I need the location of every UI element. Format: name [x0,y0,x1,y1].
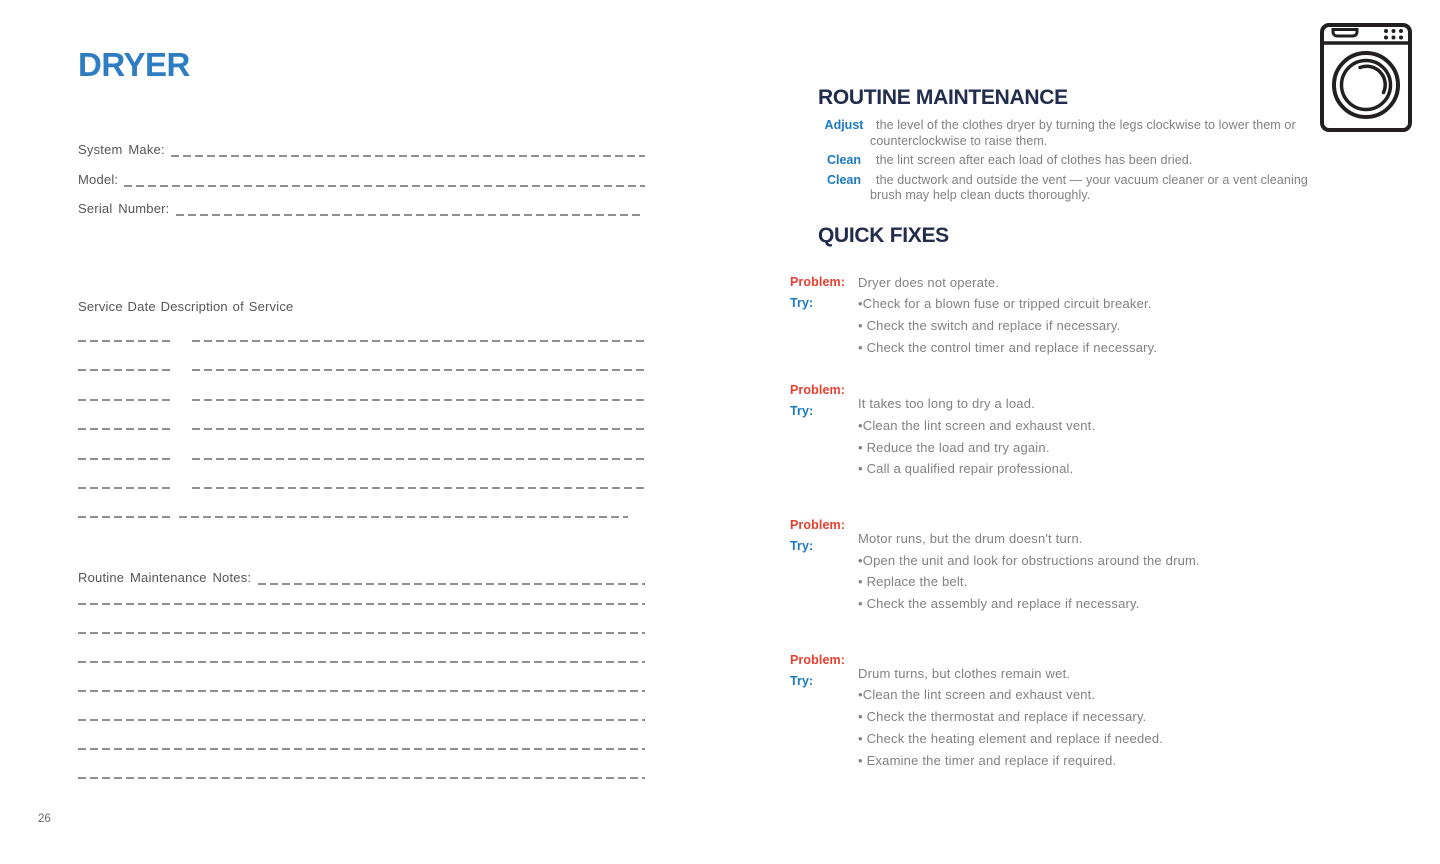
try-item: • Check the control timer and replace if necessary. [858,339,1158,355]
blank-line [78,369,170,371]
blank-line [124,185,645,187]
blank-line [78,748,645,750]
left-page [78,0,645,864]
note-line [78,603,645,632]
blank-line [192,369,645,371]
control-dots-icon [1384,29,1403,40]
service-log-row [78,369,645,398]
blank-line [78,661,645,663]
try-item: •Clean the lint screen and exhaust vent. [858,687,1096,703]
blank-line [78,777,645,779]
blank-line [176,214,641,216]
blank-line [78,458,170,460]
note-line [78,719,645,748]
blank-line [171,155,645,157]
notes-label: Routine Maintenance Notes: [78,570,252,585]
quick-fix-block [790,653,1320,774]
try-item: •Check for a blown fuse or tripped circuit breaker. [858,296,1152,312]
notes-lines [78,603,645,806]
maintenance-notes [78,569,645,806]
system-make-field [78,141,645,159]
service-log-header: Service Date Description of Service [78,299,294,314]
service-log-row [78,516,645,545]
blank-line [179,516,628,518]
blank-line [192,340,645,342]
try-item: • Check the assembly and replace if necessary. [858,596,1140,612]
model-label: Model: [78,171,119,187]
blank-line [78,603,645,605]
blank-line [78,632,645,634]
lint-tray-icon [1333,30,1357,37]
model-field [78,171,645,189]
service-log-row [78,340,645,369]
maintenance-item [818,153,1320,169]
problem-text: Dryer does not operate. [858,274,1000,290]
fix-labels [790,518,858,618]
quick-fix-block [790,383,1320,483]
problem-text: Motor runs, but the drum doesn't turn. [858,531,1083,546]
note-line [78,632,645,661]
blank-line [192,399,645,401]
problem-label: Problem: [790,652,845,667]
try-item: • Check the thermostat and replace if necessary. [858,709,1147,725]
fix-content [858,653,1320,774]
quick-fix-block [790,518,1320,618]
try-item: • Call a qualified repair professional. [858,461,1074,477]
problem-label: Problem: [790,518,845,532]
fix-content [858,275,1320,362]
try-item: • Examine the timer and replace if required. [858,752,1117,768]
blank-line [192,487,645,489]
quick-fixes-heading: QUICK FIXES [818,223,949,247]
maintenance-item [818,173,1320,204]
blank-line [78,719,645,721]
page-title: DRYER [78,46,190,83]
problem-label: Problem: [790,274,845,289]
serial-number-field [78,200,645,218]
fix-labels [790,653,858,774]
try-item: •Clean the lint screen and exhaust vent. [858,417,1096,433]
action-label: Clean [826,153,862,167]
try-label: Try: [790,673,814,688]
maintenance-item [818,118,1320,149]
page-number: 26 [38,813,51,825]
problem-text: It takes too long to dry a load. [858,396,1035,412]
try-item: • Replace the belt. [858,574,968,590]
problem-label: Problem: [790,383,845,398]
blank-line [78,487,170,489]
drum-arc-icon [1360,66,1385,92]
problem-text: Drum turns, but clothes remain wet. [858,665,1071,681]
try-label: Try: [790,404,814,419]
service-log-rows [78,340,645,546]
fix-labels [790,383,858,483]
drum-outer-icon [1334,53,1398,117]
notes-label-row [78,569,645,587]
dryer-icon [1320,23,1412,132]
blank-line [78,516,173,518]
note-line [78,777,645,806]
try-item: • Check the heating element and replace if needed. [858,730,1164,746]
service-log-row [78,428,645,457]
blank-line [78,428,170,430]
appliance-info-form [78,141,645,230]
try-item: • Reduce the load and try again. [858,439,1050,455]
try-label: Try: [790,295,814,310]
try-item: •Open the unit and look for obstructions around the drum. [858,552,1200,568]
blank-line [192,458,645,460]
service-log-row [78,399,645,428]
blank-line [78,340,170,342]
blank-line [78,399,170,401]
service-log-row [78,458,645,487]
service-log-row [78,487,645,516]
note-line [78,748,645,777]
fix-labels [790,275,858,362]
service-log [78,299,645,546]
system-make-label: System Make: [78,142,165,157]
note-line [78,690,645,719]
blank-line [78,690,645,692]
try-label: Try: [790,539,814,553]
quick-fix-block [790,275,1320,362]
note-line [78,661,645,690]
blank-line [192,428,645,430]
right-page [790,86,1320,809]
try-item: • Check the switch and replace if necessary. [858,317,1121,333]
routine-maintenance-list [818,118,1320,204]
maintenance-text: the lint screen after each load of clothes has been dried. [876,153,1193,167]
serial-number-label: Serial Number: [78,201,170,216]
fix-content [858,383,1320,483]
maintenance-text: the level of the clothes dryer by turning the legs clockwise to lower them or counterclockwise to raise them. [870,118,1296,148]
maintenance-text: the ductwork and outside the vent — your vacuum cleaner or a vent cleaning brush may help clean ducts thoroughly. [870,172,1308,202]
action-label: Adjust [824,118,864,132]
fix-content [858,518,1320,618]
blank-line [258,583,645,585]
routine-maintenance-heading: ROUTINE MAINTENANCE [818,86,1068,109]
action-label: Clean [826,172,862,187]
